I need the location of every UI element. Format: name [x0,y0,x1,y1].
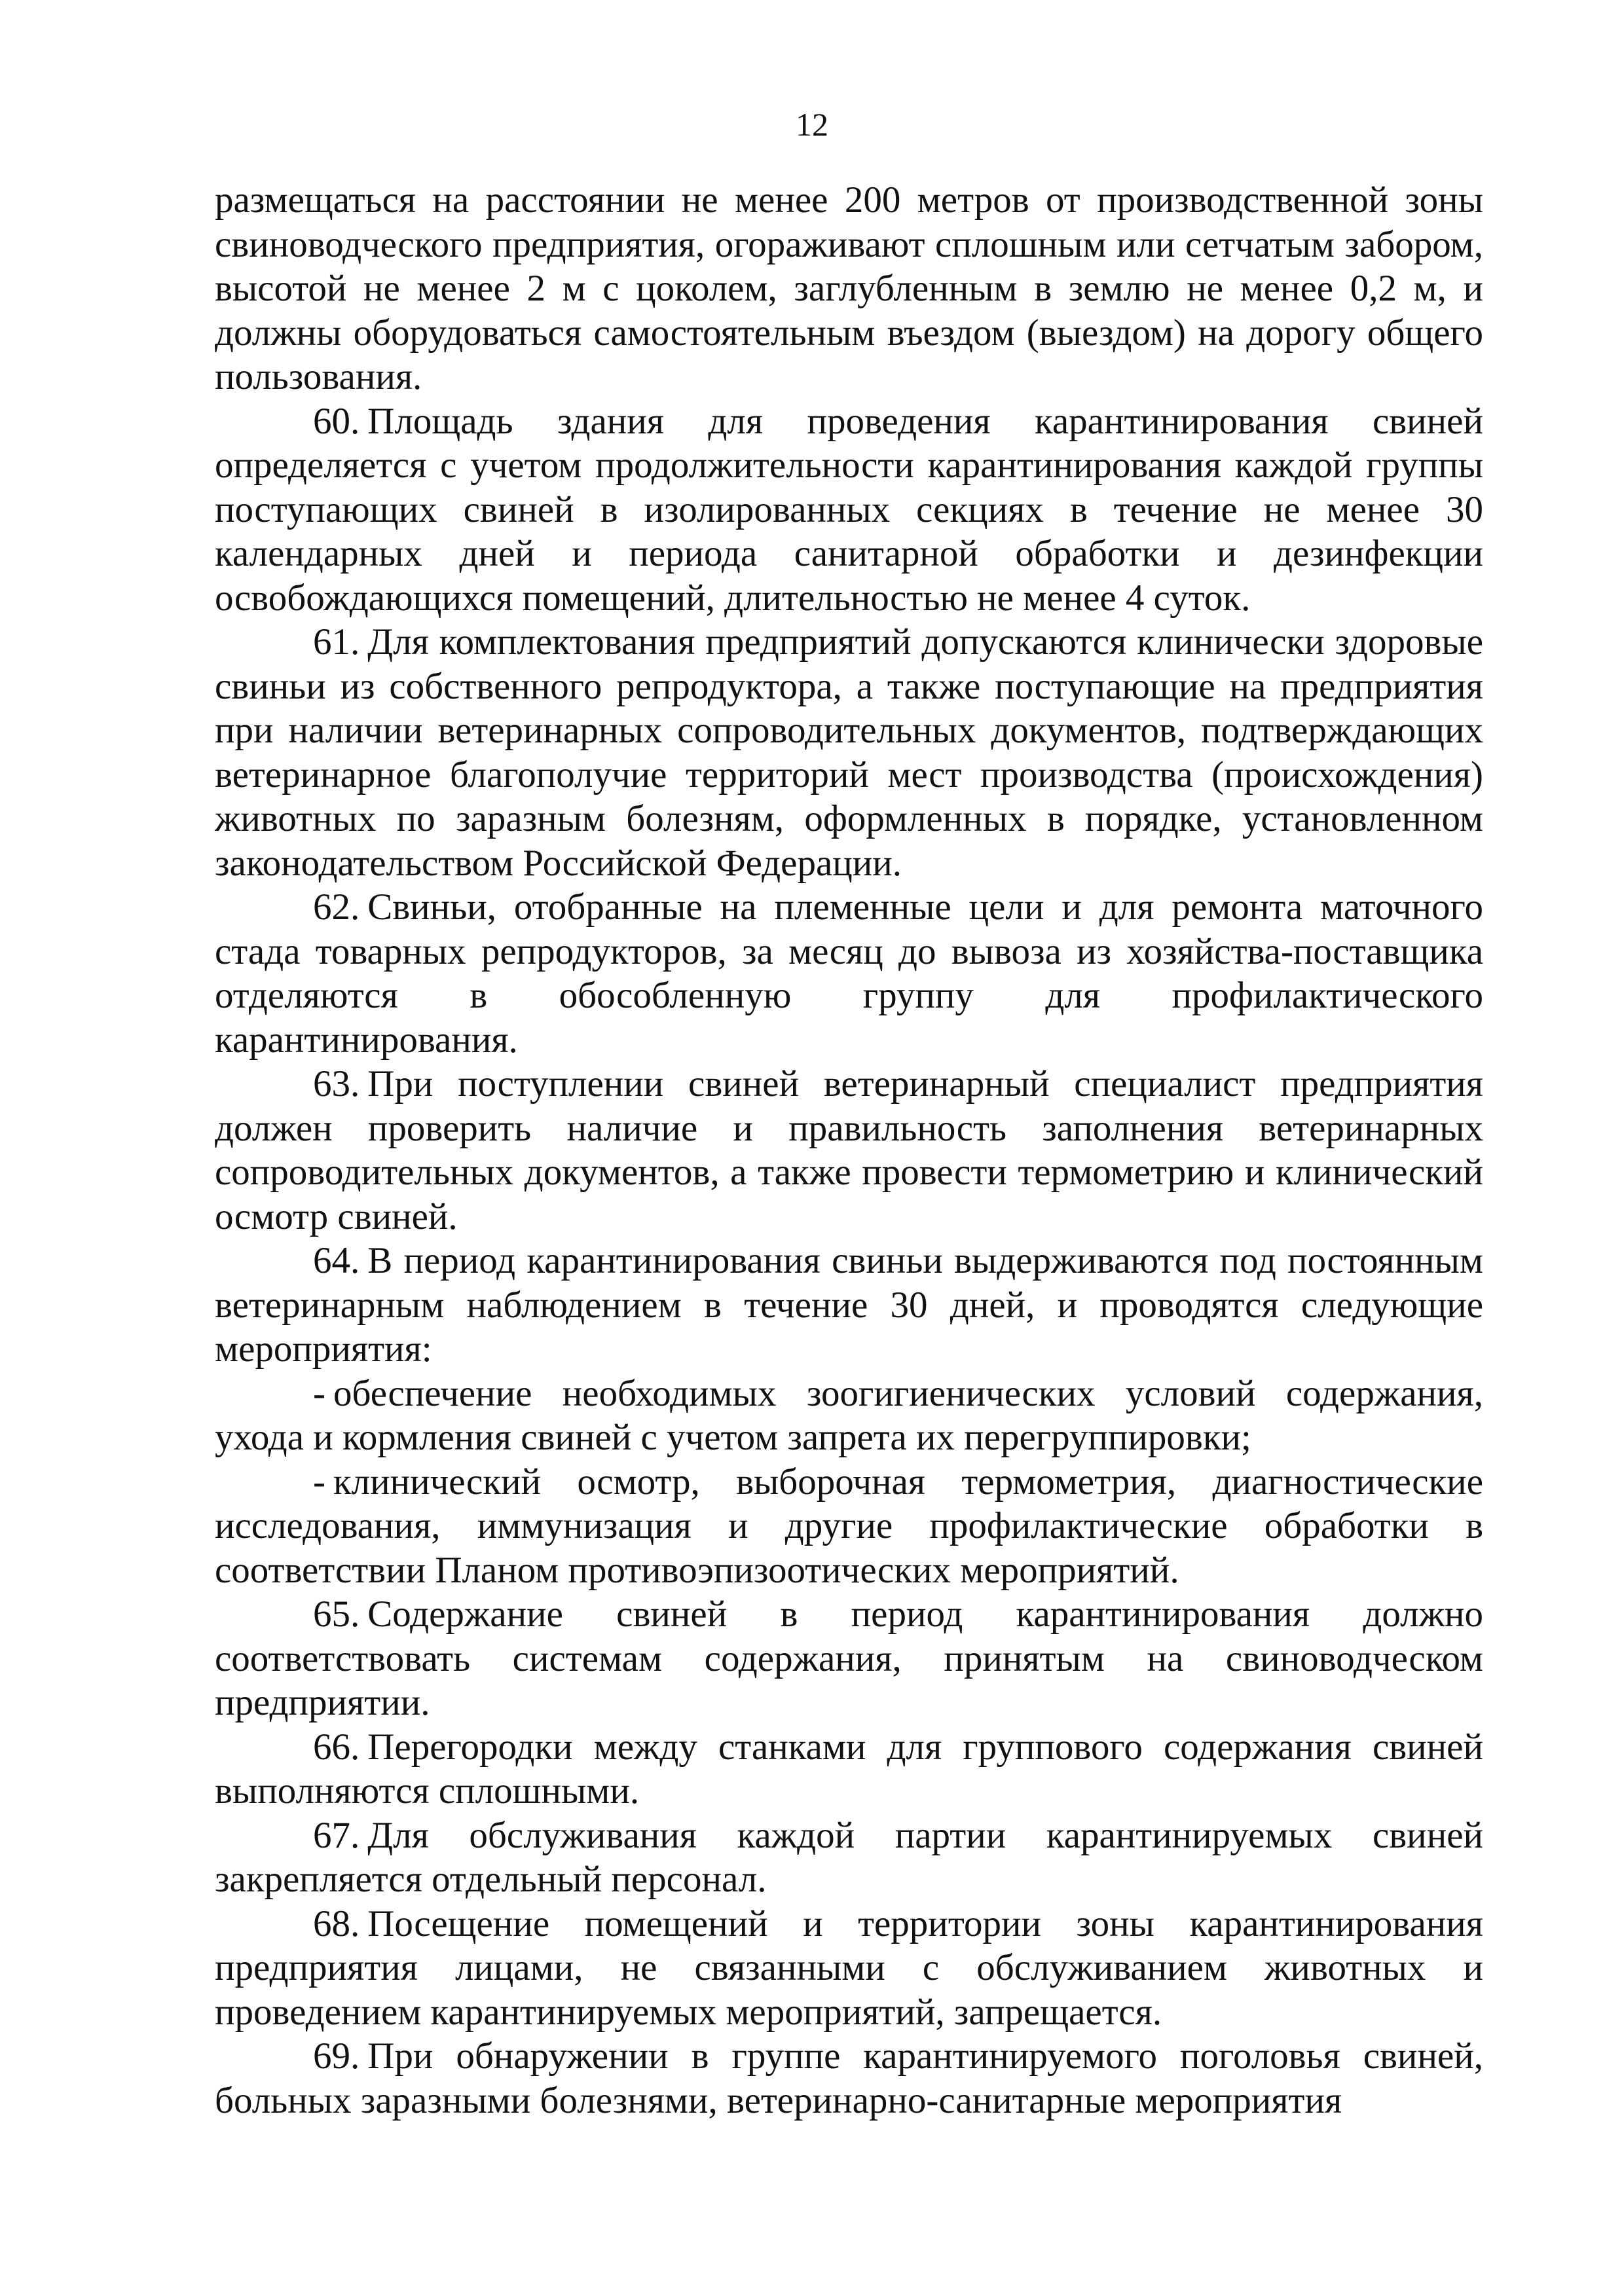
paragraph-text: При поступлении свиней ветеринарный специалист предприятия должен проверить наличие и правильность заполнения ветеринарных сопроводительных документов, а также провести термометрию и клинический осмотр свиней. [215,1063,1483,1237]
paragraph-number: 64. [313,1240,360,1281]
paragraph-number: 65. [313,1594,360,1635]
paragraph-64 [215,1239,1483,1372]
paragraph-number: 69. [313,2035,360,2077]
paragraph-text: Содержание свиней в период карантинирования должно соответствовать системам содержания, принятым на свиноводческом предприятии. [215,1594,1483,1723]
paragraph-text: В период карантинирования свиньи выдерживаются под постоянным ветеринарным наблюдением в течение 30 дней, и проводятся следующие мероприятия: [215,1240,1483,1370]
document-body [215,178,1483,2123]
paragraph-number: 67. [313,1814,360,1856]
paragraph-number: 62. [313,886,360,928]
paragraph-61 [215,620,1483,885]
paragraph-63 [215,1062,1483,1239]
paragraph-text: Площадь здания для проведения карантинирования свиней определяется с учетом продолжительности карантинирования каждой группы поступающих свиней в изолированных секциях в течение не менее 30 календарных дней и периода санитарной обработки и дезинфекции освобождающихся помещений, длительностью не менее 4 суток. [215,400,1483,619]
paragraph-68 [215,1902,1483,2035]
paragraph-67 [215,1813,1483,1902]
paragraph-text: Для комплектования предприятий допускаются клинически здоровые свиньи из собственного репродуктора, а также поступающие на предприятия при наличии ветеринарных сопроводительных документов, подтверждающих ветеринарное благополучие территорий мест производства (происхождения) животных по заразным болезням, оформленных в порядке, установленном законодательством Российской Федерации. [215,621,1483,884]
list-bullet: - [313,1372,325,1414]
paragraph-number: 61. [313,621,360,663]
paragraph-number: 60. [313,400,360,442]
paragraph-60 [215,399,1483,621]
paragraph-text: При обнаружении в группе карантинируемого поголовья свиней, больных заразными болезнями, ветеринарно-санитарные мероприятия [215,2035,1483,2121]
paragraph-number: 63. [313,1063,360,1104]
list-item-text: обеспечение необходимых зоогигиенических условий содержания, ухода и кормления свиней с учетом запрета их перегруппировки; [215,1372,1483,1458]
paragraph-65 [215,1592,1483,1725]
paragraph-number: 68. [313,1903,360,1944]
paragraph-continuation [215,178,1483,399]
paragraph-62 [215,885,1483,1062]
list-item-64-a [215,1372,1483,1460]
paragraph-text: размещаться на расстоянии не менее 200 метров от производственной зоны свиноводческого предприятия, огораживают сплошным или сетчатым забором, высотой не менее 2 м с цоколем, заглубленным в землю не менее 0,2 м, и должны оборудоваться самостоятельным въездом (выездом) на дорогу общего пользования. [215,179,1483,397]
paragraph-66 [215,1725,1483,1813]
paragraph-text: Для обслуживания каждой партии карантинируемых свиней закрепляется отдельный персонал. [215,1814,1483,1900]
list-bullet: - [313,1461,325,1503]
list-item-64-b [215,1460,1483,1593]
paragraph-text: Перегородки между станками для группового содержания свиней выполняются сплошными. [215,1726,1483,1812]
paragraph-text: Свиньи, отобранные на племенные цели и для ремонта маточного стада товарных репродукторов, за месяц до вывоза из хозяйства-поставщика отделяются в обособленную группу для профилактического карантинирования. [215,886,1483,1061]
list-item-text: клинический осмотр, выборочная термометрия, диагностические исследования, иммунизация и другие профилактические обработки в соответствии Планом противоэпизоотических мероприятий. [215,1461,1483,1591]
paragraph-text: Посещение помещений и территории зоны карантинирования предприятия лицами, не связанными с обслуживанием животных и проведением карантинируемых мероприятий, запрещается. [215,1903,1483,2033]
paragraph-69 [215,2034,1483,2123]
page-number: 12 [796,106,828,143]
paragraph-number: 66. [313,1726,360,1768]
